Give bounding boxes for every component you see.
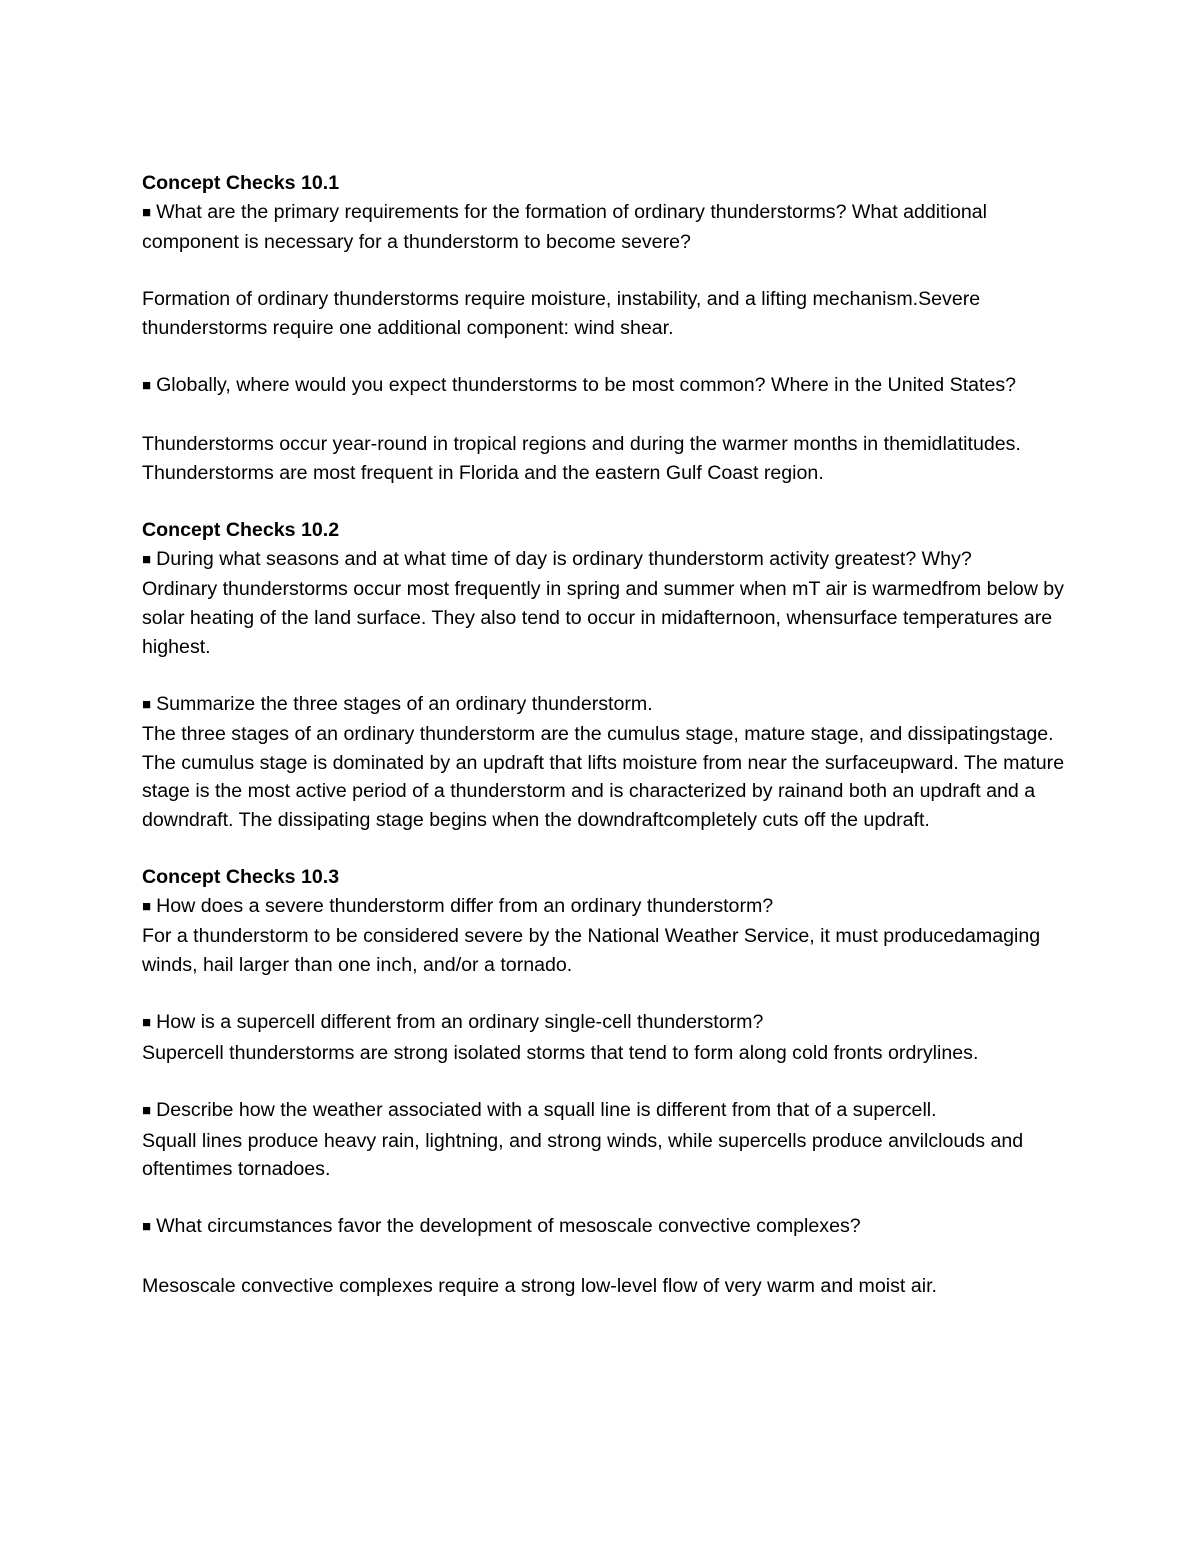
square-bullet-icon: ■ xyxy=(142,1218,152,1236)
question xyxy=(142,371,1082,402)
question-text: How does a severe thunderstorm differ from an ordinary thunderstorm? xyxy=(156,894,774,917)
question-text: Describe how the weather associated with a squall line is different from that of a supercell. xyxy=(156,1099,937,1121)
square-bullet-icon: ■ xyxy=(142,1102,152,1119)
answer: Mesoscale convective complexes require a strong low-level flow of very warm and moist air. xyxy=(142,1274,937,1297)
question xyxy=(142,690,1082,721)
question xyxy=(142,1212,1082,1243)
square-bullet-icon: ■ xyxy=(142,897,152,915)
question xyxy=(142,545,1082,576)
answer: Formation of ordinary thunderstorms require moisture, instability, and a lifting mechanism.Severe thunderstorms require one additional component: wind shear. xyxy=(142,288,981,339)
question xyxy=(142,892,1082,923)
square-bullet-icon: ■ xyxy=(142,550,152,568)
question xyxy=(142,1096,1082,1127)
square-bullet-icon: ■ xyxy=(142,695,152,713)
answer: The three stages of an ordinary thunderstorm are the cumulus stage, mature stage, and dissipatingstage. The cumulus stage is dominated by an updraft that lifts moisture from near the surfaceupward. The mature stage is the most active period of a thunderstorm and is characterized by rainand both an updraft and a downdraft. The dissipating stage begins when the downdraftcompletely cuts off the updraft. xyxy=(142,723,1065,832)
question xyxy=(142,198,1082,257)
question-text: Globally, where would you expect thunderstorms to be most common? Where in the United States? xyxy=(156,374,1017,397)
section-10-1 xyxy=(142,169,1082,516)
square-bullet-icon: ■ xyxy=(142,1014,152,1032)
question-text: What are the primary requirements for the formation of ordinary thunderstorms? What additional component is necessary for a thunderstorm to become severe? xyxy=(142,200,987,254)
answer: For a thunderstorm to be considered severe by the National Weather Service, it must producedamaging winds, hail larger than one inch, and/or a tornado. xyxy=(142,925,1041,977)
answer: Ordinary thunderstorms occur most frequently in spring and summer when mT air is warmedfrom below by solar heating of the land surface. They also tend to occur in midafternoon, whensurface temperatures are highest. xyxy=(142,578,1064,658)
section-heading: Concept Checks 10.3 xyxy=(142,866,340,889)
question-text: What circumstances favor the development of mesoscale convective complexes? xyxy=(156,1215,861,1238)
section-10-3 xyxy=(142,863,1082,1300)
section-heading: Concept Checks 10.1 xyxy=(142,172,340,194)
square-bullet-icon: ■ xyxy=(142,203,152,221)
section-heading: Concept Checks 10.2 xyxy=(142,519,340,542)
square-bullet-icon: ■ xyxy=(142,377,152,395)
question-text: During what seasons and at what time of day is ordinary thunderstorm activity greatest? Why? xyxy=(156,547,972,570)
question xyxy=(142,1008,1082,1039)
answer: Squall lines produce heavy rain, lightning, and strong winds, while supercells produce anvilclouds and oftentimes tornadoes. xyxy=(142,1129,1024,1181)
section-10-2 xyxy=(142,516,1082,863)
answer: Supercell thunderstorms are strong isolated storms that tend to form along cold fronts ordrylines. xyxy=(142,1041,979,1064)
question-text: Summarize the three stages of an ordinary thunderstorm. xyxy=(156,692,653,715)
answer: Thunderstorms occur year-round in tropical regions and during the warmer months in themidlatitudes. Thunderstorms are most frequent in Florida and the eastern Gulf Coast region. xyxy=(142,433,1021,484)
document-page xyxy=(142,169,1082,1300)
question-text: How is a supercell different from an ordinary single-cell thunderstorm? xyxy=(156,1011,764,1034)
